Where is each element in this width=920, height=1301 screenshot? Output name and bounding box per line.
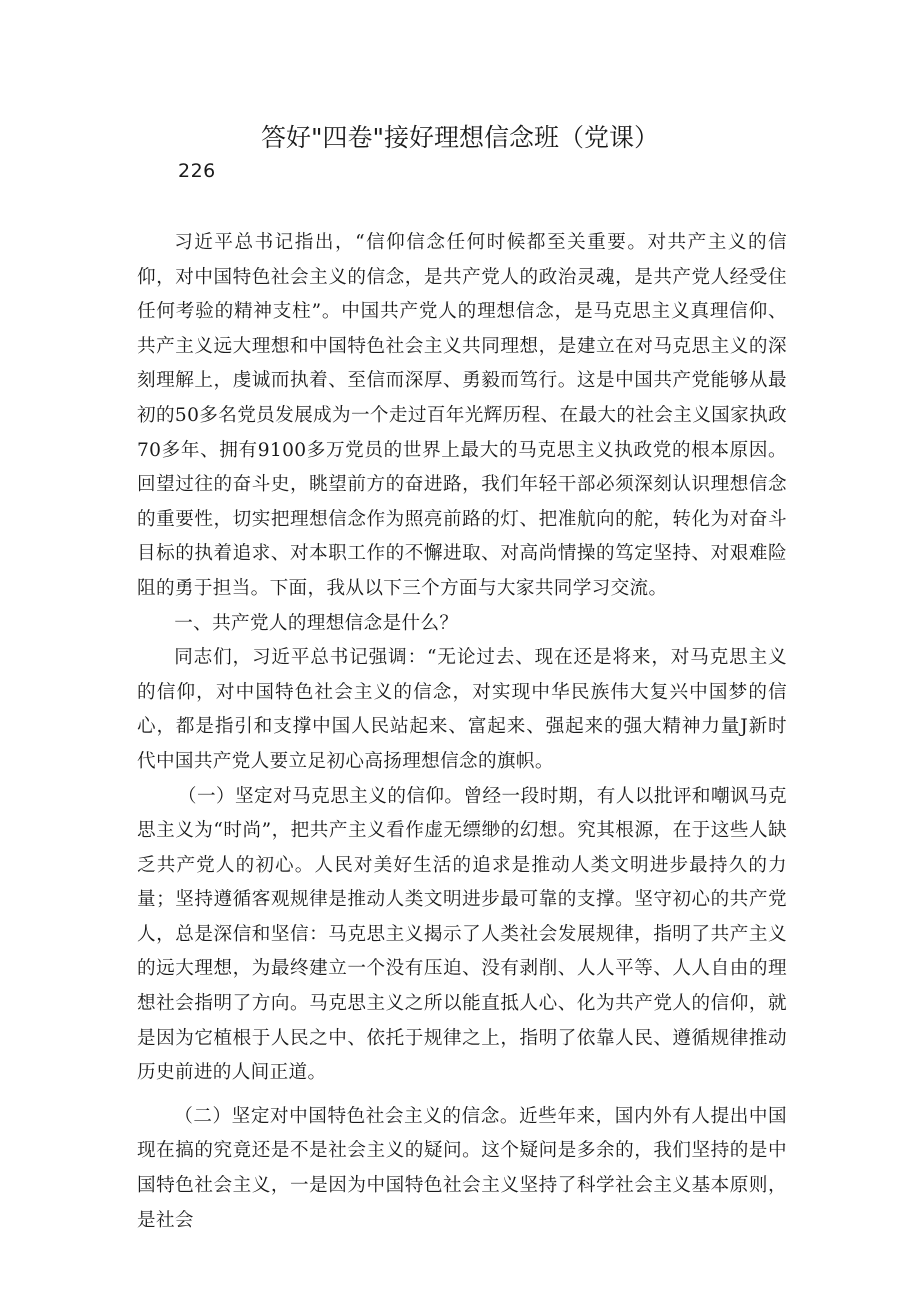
- paragraph-section-1: 同志们，习近平总书记强调：“无论过去、现在还是将来，对马克思主义的信仰，对中国特色社会主义的信念，对实现中华民族伟大复兴中国梦的信心，都是指引和支撑中国人民站起来、富起来、强起来的强大精神力量J新时代中国共产党人要立足初心高扬理想信念的旗帜。: [137, 647, 787, 772]
- paragraph-subsection-2: （二）坚定对中国特色社会主义的信念。近些年来，国内外有人提出中国现在搞的究竟还是不是社会主义的疑问。这个疑问是多余的，我们坚持的是中国特色社会主义，一是因为中国特色社会主义坚持了科学社会主义基本原则，是社会: [137, 1105, 787, 1231]
- paragraph-subsection-1: （一）坚定对马克思主义的信仰。曾经一段时期，有人以批评和嘲讽马克思主义为“时尚”，把共产主义看作虚无缥缈的幻想。究其根源，在于这些人缺乏共产党人的初心。人民对美好生活的追求是推动人类文明进步最持久的力量；坚持遵循客观规律是推动人类文明进步最可靠的支撑。坚守初心的共产党人，总是深信和坚信：马克思主义揭示了人类社会发展规律，指明了共产主义的远大理想，为最终建立一个没有压迫、没有剥削、人人平等、人人自由的理想社会指明了方向。马克思主义之所以能直抵人心、化为共产党人的信仰，就是因为它植根于人民之中、依托于规律之上，指明了依靠人民、遵循规律推动历史前进的人间正道。: [137, 785, 787, 1084]
- document-body: [137, 226, 787, 1238]
- section-heading-1: 一、共产党人的理想信念是什么？: [174, 612, 459, 634]
- paragraph-intro: 习近平总书记指出，“信仰信念任何时候都至关重要。对共产主义的信仰，对中国特色社会主义的信念，是共产党人的政治灵魂，是共产党人经受住任何考验的精神支柱”。中国共产党人的理想信念，是马克思主义真理信仰、共产主义远大理想和中国特色社会主义共同理想，是建立在对马克思主义的深刻理解上，虔诚而执着、至信而深厚、勇毅而笃行。这是中国共产党能够从最初的50多名党员发展成为一个走过百年光辉历程、在最大的社会主义国家执政70多年、拥有9100多万党员的世界上最大的马克思主义执政党的根本原因。回望过往的奋斗史，眺望前方的奋进路，我们年轻干部必须深刻认识理想信念的重要性，切实把理想信念作为照亮前路的灯、把准航向的舵，转化为对奋斗目标的执着追求、对本职工作的不懈进取、对高尚情操的笃定坚持、对艰难险阻的勇于担当。下面，我从以下三个方面与大家共同学习交流。: [137, 232, 787, 599]
- document-number: 226: [178, 160, 216, 182]
- document-title: 答好"四卷"接好理想信念班（党课）: [261, 123, 659, 152]
